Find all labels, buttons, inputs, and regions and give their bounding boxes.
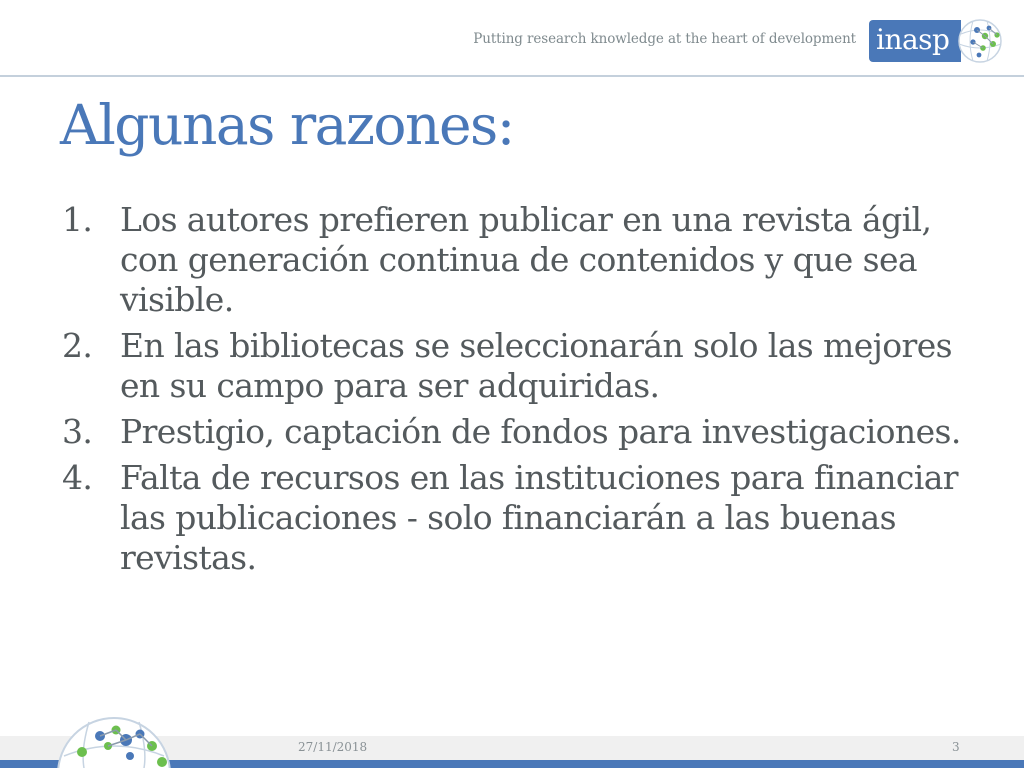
list-number: 1. <box>62 200 93 239</box>
list-number: 4. <box>62 458 93 497</box>
list-item-text: En las bibliotecas se seleccionarán solo las mejores en su campo para ser adquiridas. <box>120 326 952 405</box>
list-item <box>62 200 992 320</box>
list-item-text: Los autores prefieren publicar en una revista ágil, con generación continua de contenidos y que sea visible. <box>120 200 932 319</box>
logo-text: inasp <box>876 23 950 56</box>
globe-icon <box>955 18 1005 64</box>
slide-title: Algunas razones: <box>60 93 514 157</box>
inasp-logo <box>869 20 1009 62</box>
footer-globe-icon <box>44 716 184 768</box>
list-item <box>62 412 992 452</box>
list-number: 2. <box>62 326 93 365</box>
list-item <box>62 326 992 406</box>
list-item <box>62 458 992 578</box>
page-number: 3 <box>952 740 960 754</box>
reasons-list <box>62 200 992 584</box>
list-item-text: Falta de recursos en las instituciones para financiar las publicaciones - solo financiarán a las buenas revistas. <box>120 458 958 577</box>
list-number: 3. <box>62 412 93 451</box>
header-divider <box>0 75 1024 77</box>
header-tagline: Putting research knowledge at the heart of development <box>473 31 856 47</box>
footer-date: 27/11/2018 <box>298 740 368 754</box>
list-item-text: Prestigio, captación de fondos para investigaciones. <box>120 412 961 451</box>
logo-box <box>869 20 961 62</box>
